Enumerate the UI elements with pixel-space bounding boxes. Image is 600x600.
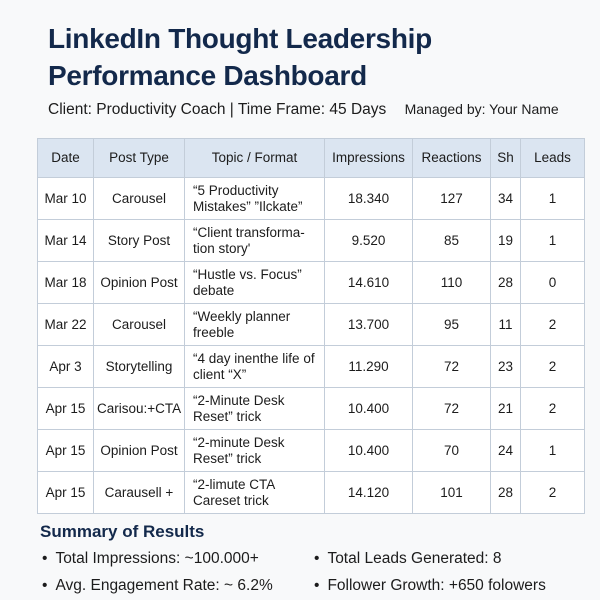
header-date: Date (38, 139, 94, 178)
cell-impressions: 18.340 (325, 178, 413, 220)
cell-impressions: 14.610 (325, 262, 413, 304)
page-title: LinkedIn Thought Leadership Performance Dashboard (48, 23, 432, 91)
client-timeframe: Client: Productivity Coach | Time Frame: 45 Days (48, 101, 387, 118)
cell-topic: “2-minute Desk Reset” trick (185, 430, 325, 472)
cell-reactions: 70 (413, 430, 491, 472)
cell-post-type: Opinion Post (94, 430, 185, 472)
cell-leads: 1 (521, 220, 585, 262)
bullet-icon: • (314, 550, 320, 567)
bullet-icon: • (42, 550, 48, 567)
table-row (38, 262, 585, 304)
table-row (38, 388, 585, 430)
cell-reactions: 95 (413, 304, 491, 346)
header-post-type: Post Type (94, 139, 185, 178)
cell-date: Apr 15 (38, 472, 94, 514)
dashboard-meta (48, 101, 588, 119)
cell-reactions: 85 (413, 220, 491, 262)
cell-topic: “Client transforma- tion story' (185, 220, 325, 262)
bullet-icon: • (42, 577, 48, 594)
table-row (38, 304, 585, 346)
cell-post-type: Opinion Post (94, 262, 185, 304)
cell-reactions: 101 (413, 472, 491, 514)
cell-impressions: 11.290 (325, 346, 413, 388)
cell-shares: 19 (491, 220, 521, 262)
cell-reactions: 72 (413, 346, 491, 388)
cell-leads: 1 (521, 178, 585, 220)
cell-date: Mar 14 (38, 220, 94, 262)
summary-item-engagement: • Avg. Engagement Rate: ~ 6.2% (42, 577, 273, 594)
cell-reactions: 127 (413, 178, 491, 220)
cell-post-type: Carousel (94, 178, 185, 220)
header-reactions: Reactions (413, 139, 491, 178)
cell-shares: 28 (491, 472, 521, 514)
cell-reactions: 110 (413, 262, 491, 304)
cell-impressions: 9.520 (325, 220, 413, 262)
header-shares: Sh (491, 139, 521, 178)
cell-topic: “4 day inenthe life of client “X” (185, 346, 325, 388)
cell-date: Mar 18 (38, 262, 94, 304)
cell-impressions: 10.400 (325, 430, 413, 472)
table-row (38, 430, 585, 472)
cell-post-type: Carisou:+CTA (94, 388, 185, 430)
cell-topic: “2-limute CTA Careset trick (185, 472, 325, 514)
table-header-row (38, 139, 585, 178)
header-leads: Leads (521, 139, 585, 178)
cell-topic: “2-Minute Desk Reset” trick (185, 388, 325, 430)
cell-date: Apr 3 (38, 346, 94, 388)
bullet-icon: • (314, 577, 320, 594)
header-impressions: Impressions (325, 139, 413, 178)
cell-leads: 1 (521, 430, 585, 472)
cell-reactions: 72 (413, 388, 491, 430)
table-row (38, 472, 585, 514)
cell-shares: 28 (491, 262, 521, 304)
cell-topic: “Hustle vs. Focus” debate (185, 262, 325, 304)
table-row (38, 220, 585, 262)
cell-date: Apr 15 (38, 388, 94, 430)
table-row (38, 178, 585, 220)
cell-leads: 2 (521, 346, 585, 388)
summary-list (42, 550, 582, 595)
cell-leads: 2 (521, 304, 585, 346)
cell-date: Mar 10 (38, 178, 94, 220)
summary-item-follower-growth: • Follower Growth: +650 folowers (314, 577, 546, 594)
cell-leads: 2 (521, 472, 585, 514)
cell-post-type: Carausell + (94, 472, 185, 514)
performance-table (37, 138, 585, 514)
cell-shares: 23 (491, 346, 521, 388)
cell-topic: “5 Productivity Mistakes” ”Ilckate” (185, 178, 325, 220)
cell-post-type: Storytelling (94, 346, 185, 388)
summary-item-leads: • Total Leads Generated: 8 (314, 550, 502, 567)
cell-impressions: 10.400 (325, 388, 413, 430)
cell-post-type: Story Post (94, 220, 185, 262)
cell-impressions: 14.120 (325, 472, 413, 514)
cell-shares: 24 (491, 430, 521, 472)
summary-title: Summary of Results (40, 522, 205, 541)
cell-topic: “Weekly planner freeble (185, 304, 325, 346)
summary-item-impressions: • Total Impressions: ~100.000+ (42, 550, 259, 567)
header-topic: Topic / Format (185, 139, 325, 178)
cell-date: Mar 22 (38, 304, 94, 346)
cell-post-type: Carousel (94, 304, 185, 346)
cell-date: Apr 15 (38, 430, 94, 472)
cell-shares: 21 (491, 388, 521, 430)
cell-leads: 2 (521, 388, 585, 430)
cell-shares: 34 (491, 178, 521, 220)
cell-leads: 0 (521, 262, 585, 304)
cell-shares: 11 (491, 304, 521, 346)
managed-by: Managed by: Your Name (404, 101, 559, 117)
table-row (38, 346, 585, 388)
cell-impressions: 13.700 (325, 304, 413, 346)
